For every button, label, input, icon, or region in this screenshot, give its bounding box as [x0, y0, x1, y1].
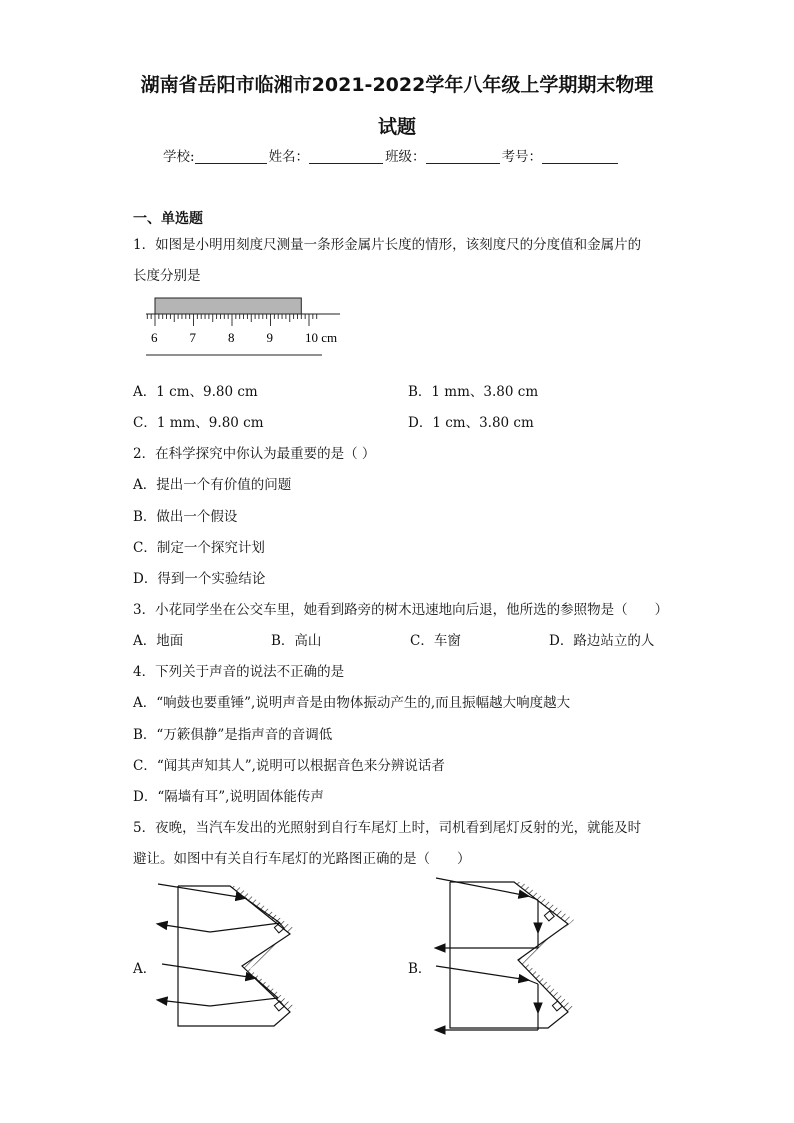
light-ray	[528, 980, 538, 984]
exam-no-label: 考号：	[501, 149, 543, 165]
q5-diagram-a	[150, 878, 310, 1028]
q5-stem-line1: 5．夜晚，当汽车发出的光照射到自行车尾灯上时，司机看到尾灯反射的光，就能及时	[133, 820, 642, 836]
ruler-figure	[140, 292, 350, 364]
q5-stem-line2: 避让。如图中有关自行车尾灯的光路图正确的是（ ）	[133, 851, 471, 867]
q2-stem: 2．在科学探究中你认为最重要的是（ ）	[133, 446, 376, 462]
q5-diagram-b	[430, 872, 590, 1032]
q2-option-b[interactable]: B．做出一个假设	[133, 509, 238, 525]
ruler-label: 8	[228, 330, 235, 345]
ruler-label: 9	[266, 330, 273, 345]
q2-option-a[interactable]: A．提出一个有价值的问题	[133, 477, 292, 493]
q4-option-d[interactable]: D．“隔墙有耳”,说明固体能传声	[133, 789, 324, 805]
q1-option-a[interactable]: A．1 cm、9.80 cm	[133, 384, 258, 400]
q2-option-c[interactable]: C．制定一个探究计划	[133, 540, 265, 556]
q3-option-d[interactable]: D．路边站立的人	[549, 633, 655, 649]
q1-stem-line2: 长度分别是	[133, 268, 201, 284]
exam-no-blank[interactable]	[542, 149, 618, 164]
name-blank[interactable]	[309, 149, 383, 164]
section-title: 一、单选题	[133, 211, 203, 227]
q5-option-b-label[interactable]: B．	[408, 961, 432, 977]
class-blank[interactable]	[426, 149, 500, 164]
student-info-row	[163, 145, 620, 165]
ruler-label: 10 cm	[305, 330, 338, 345]
light-ray	[210, 923, 280, 932]
page-title-line1: 湖南省岳阳市临湘市2021-2022学年八年级上学期期末物理	[140, 74, 654, 96]
light-ray	[210, 998, 278, 1006]
light-ray	[162, 964, 255, 978]
ruler-ticks	[147, 314, 316, 326]
reflector-hatch	[518, 960, 574, 1012]
q1-option-d[interactable]: D．1 cm、3.80 cm	[408, 415, 534, 431]
light-ray	[245, 898, 280, 923]
school-label: 学校:	[163, 149, 195, 165]
light-ray	[158, 924, 210, 932]
reflector-hatch	[242, 966, 296, 1012]
ruler-label: 6	[151, 330, 158, 345]
q4-option-a[interactable]: A．“响鼓也要重锤”,说明声音是由物体振动产生的,而且振幅越大响度越大	[133, 695, 571, 711]
q3-option-b[interactable]: B．高山	[271, 633, 322, 649]
q4-stem: 4．下列关于声音的说法不正确的是	[133, 664, 345, 680]
light-ray	[255, 978, 278, 998]
q2-option-d[interactable]: D．得到一个实验结论	[133, 571, 266, 587]
ruler-label: 7	[189, 330, 196, 345]
q5-option-a-label[interactable]: A．	[133, 961, 157, 977]
q3-option-c[interactable]: C．车窗	[410, 633, 461, 649]
name-label: 姓名：	[268, 149, 310, 165]
metal-strip	[155, 298, 301, 314]
q3-option-a[interactable]: A．地面	[133, 633, 184, 649]
school-blank[interactable]	[195, 149, 267, 164]
page-title-line2: 试题	[377, 116, 416, 138]
q3-stem: 3．小花同学坐在公交车里，她看到路旁的树木迅速地向后退，他所选的参照物是（ ）	[133, 602, 669, 618]
q1-stem-line1: 1．如图是小明用刻度尺测量一条形金属片长度的情形，该刻度尺的分度值和金属片的	[133, 237, 642, 253]
ruler-labels	[151, 330, 337, 345]
light-ray	[158, 1000, 210, 1006]
q1-option-b[interactable]: B．1 mm、3.80 cm	[408, 384, 539, 400]
class-label: 班级：	[385, 149, 426, 165]
reflector-outline	[178, 886, 290, 1026]
q4-option-c[interactable]: C．“闻其声知其人”,说明可以根据音色来分辨说话者	[133, 758, 445, 774]
q1-option-c[interactable]: C．1 mm、9.80 cm	[133, 415, 264, 431]
q4-option-b[interactable]: B．“万簌俱静”是指声音的音调低	[133, 727, 333, 743]
